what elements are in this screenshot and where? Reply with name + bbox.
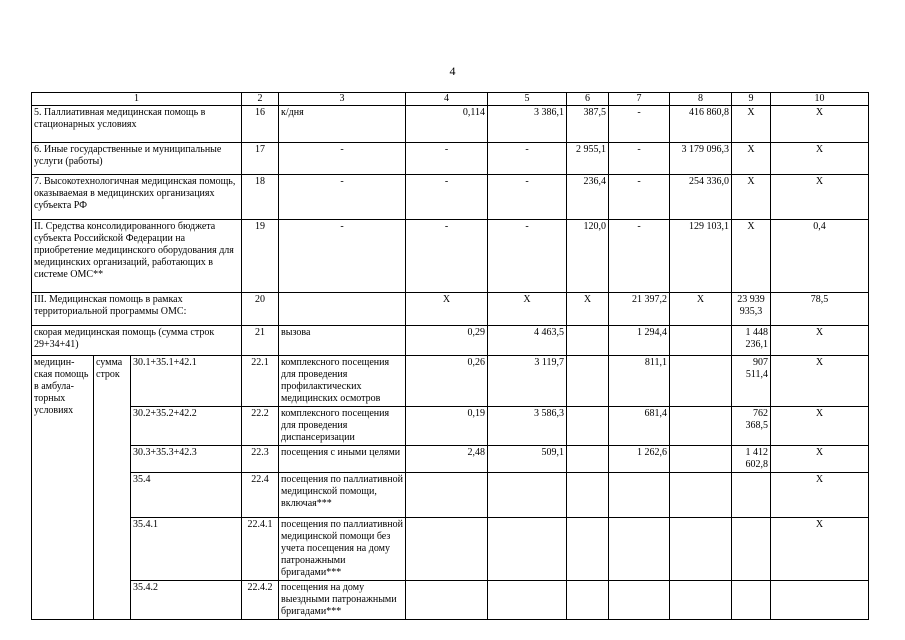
cell-col9: [732, 581, 771, 620]
cell-col10: Х: [771, 407, 869, 446]
cell-col6: Х: [567, 293, 609, 326]
column-header: 9: [732, 93, 771, 106]
cell-col7: 1 262,6: [609, 446, 670, 473]
cell-col9: Х: [732, 220, 771, 293]
column-header: 3: [279, 93, 406, 106]
cell-col8: [670, 473, 732, 518]
row-unit: посещения с иными целями: [279, 446, 406, 473]
table-row: [32, 220, 869, 293]
cell-col9: Х: [732, 143, 771, 175]
page-number: 4: [449, 64, 456, 78]
cell-col5: 3 119,7: [488, 356, 567, 407]
cell-col4: 0,26: [406, 356, 488, 407]
row-name: скорая медицинская помощь (сумма строк 29+34+41): [32, 326, 242, 356]
cell-col9: Х: [732, 175, 771, 220]
row-name: 7. Высокотехнологичная медицинская помощь, оказываемая в медицинских организациях субъекта РФ: [32, 175, 242, 220]
row-number: 22.4.1: [242, 518, 279, 581]
sum-rows-cell: [94, 407, 131, 446]
cell-col10: Х: [771, 356, 869, 407]
cell-col5: [488, 473, 567, 518]
cell-col9: Х: [732, 106, 771, 143]
cell-col10: 78,5: [771, 293, 869, 326]
cell-col5: -: [488, 220, 567, 293]
cell-col5: -: [488, 143, 567, 175]
column-header: 1: [32, 93, 242, 106]
cell-col4: -: [406, 220, 488, 293]
row-unit: -: [279, 175, 406, 220]
cell-col10: Х: [771, 326, 869, 356]
cell-col7: 21 397,2: [609, 293, 670, 326]
cell-col8: [670, 326, 732, 356]
row-number: 22.3: [242, 446, 279, 473]
cell-col10: Х: [771, 143, 869, 175]
table-row: [32, 175, 869, 220]
row-unit: [279, 293, 406, 326]
cell-col4: [406, 581, 488, 620]
cell-col4: -: [406, 143, 488, 175]
cell-col4: 0,114: [406, 106, 488, 143]
row-unit: к/дня: [279, 106, 406, 143]
cell-col4: 2,48: [406, 446, 488, 473]
cell-col6: 120,0: [567, 220, 609, 293]
cell-col4: Х: [406, 293, 488, 326]
cell-col10: Х: [771, 518, 869, 581]
cell-col9: 1 412 602,8: [732, 446, 771, 473]
cell-col5: 3 386,1: [488, 106, 567, 143]
row-number: 20: [242, 293, 279, 326]
cell-col8: 129 103,1: [670, 220, 732, 293]
cell-col6: [567, 407, 609, 446]
cell-col10: Х: [771, 473, 869, 518]
column-header: 8: [670, 93, 732, 106]
cell-col8: [670, 518, 732, 581]
cell-col6: [567, 518, 609, 581]
cell-col6: [567, 581, 609, 620]
cell-col8: 3 179 096,3: [670, 143, 732, 175]
table-row: [32, 106, 869, 143]
cell-col7: -: [609, 220, 670, 293]
row-formula: 35.4.2: [131, 581, 242, 620]
table-row: [32, 407, 869, 446]
cell-col7: [609, 518, 670, 581]
sum-rows-cell: [94, 581, 131, 620]
cell-col8: 416 860,8: [670, 106, 732, 143]
row-unit: -: [279, 220, 406, 293]
table-row: [32, 446, 869, 473]
row-name: 6. Иные государственные и муниципальные услуги (работы): [32, 143, 242, 175]
cell-col4: [406, 518, 488, 581]
row-name: III. Медицинская помощь в рамках территориальной программы ОМС:: [32, 293, 242, 326]
column-header: 5: [488, 93, 567, 106]
cell-col7: -: [609, 106, 670, 143]
table-row: [32, 581, 869, 620]
column-header: 6: [567, 93, 609, 106]
cell-col4: 0,19: [406, 407, 488, 446]
cell-col7: -: [609, 143, 670, 175]
row-unit: посещения на дому выездными патронажными бригадами***: [279, 581, 406, 620]
cell-col10: Х: [771, 106, 869, 143]
cell-col10: 0,4: [771, 220, 869, 293]
table-row: [32, 293, 869, 326]
cell-col9: [732, 518, 771, 581]
cell-col8: [670, 356, 732, 407]
column-number-row: [32, 93, 869, 106]
cell-col8: [670, 407, 732, 446]
table-row: [32, 473, 869, 518]
cell-col6: 387,5: [567, 106, 609, 143]
cell-col4: [406, 473, 488, 518]
cell-col6: [567, 446, 609, 473]
financial-table: [31, 92, 869, 620]
row-number: 22.1: [242, 356, 279, 407]
cell-col9: 1 448 236,1: [732, 326, 771, 356]
sum-rows-cell: [94, 446, 131, 473]
row-unit: комплексного посещения для проведения диспансеризации: [279, 407, 406, 446]
cell-col8: 254 336,0: [670, 175, 732, 220]
cell-col5: -: [488, 175, 567, 220]
row-unit: -: [279, 143, 406, 175]
row-unit: комплексного посещения для проведения профилактических медицинских осмотров: [279, 356, 406, 407]
cell-col5: 509,1: [488, 446, 567, 473]
cell-col5: 4 463,5: [488, 326, 567, 356]
row-unit: посещения по паллиативной медицинской помощи, включая***: [279, 473, 406, 518]
row-number: 18: [242, 175, 279, 220]
cell-col7: 811,1: [609, 356, 670, 407]
row-number: 22.4: [242, 473, 279, 518]
row-number: 22.2: [242, 407, 279, 446]
row-name: II. Средства консолидированного бюджета субъекта Российской Федерации на приобретение медицинского оборудования для медицинских организаций, работающих в системе ОМС**: [32, 220, 242, 293]
cell-col4: -: [406, 175, 488, 220]
cell-col8: [670, 446, 732, 473]
row-unit: вызова: [279, 326, 406, 356]
sum-rows-cell: [94, 473, 131, 518]
cell-col6: [567, 326, 609, 356]
cell-col9: 907 511,4: [732, 356, 771, 407]
ambulatory-label: медицин-ская помощь в амбула-торных условиях: [32, 356, 94, 620]
sum-rows-label: сумма строк: [94, 356, 131, 407]
table-row: [32, 326, 869, 356]
cell-col6: 2 955,1: [567, 143, 609, 175]
cell-col10: Х: [771, 446, 869, 473]
cell-col9: 23 939 935,3: [732, 293, 771, 326]
cell-col6: [567, 473, 609, 518]
cell-col4: 0,29: [406, 326, 488, 356]
row-formula: 30.3+35.3+42.3: [131, 446, 242, 473]
sum-rows-cell: [94, 518, 131, 581]
cell-col5: [488, 581, 567, 620]
column-header: 2: [242, 93, 279, 106]
row-number: 19: [242, 220, 279, 293]
row-formula: 30.2+35.2+42.2: [131, 407, 242, 446]
row-number: 22.4.2: [242, 581, 279, 620]
row-formula: 30.1+35.1+42.1: [131, 356, 242, 407]
cell-col5: Х: [488, 293, 567, 326]
table-row: [32, 356, 869, 407]
cell-col6: 236,4: [567, 175, 609, 220]
cell-col9: [732, 473, 771, 518]
cell-col9: 762 368,5: [732, 407, 771, 446]
cell-col7: 681,4: [609, 407, 670, 446]
table-row: [32, 143, 869, 175]
row-name: 5. Паллиативная медицинская помощь в стационарных условиях: [32, 106, 242, 143]
row-number: 17: [242, 143, 279, 175]
cell-col8: [670, 581, 732, 620]
cell-col5: 3 586,3: [488, 407, 567, 446]
row-formula: 35.4: [131, 473, 242, 518]
cell-col5: [488, 518, 567, 581]
cell-col10: Х: [771, 175, 869, 220]
column-header: 7: [609, 93, 670, 106]
column-header: 10: [771, 93, 869, 106]
cell-col7: [609, 581, 670, 620]
row-number: 21: [242, 326, 279, 356]
cell-col7: -: [609, 175, 670, 220]
row-formula: 35.4.1: [131, 518, 242, 581]
row-unit: посещения по паллиативной медицинской помощи без учета посещения на дому патронажными бригадами***: [279, 518, 406, 581]
cell-col7: [609, 473, 670, 518]
cell-col7: 1 294,4: [609, 326, 670, 356]
row-number: 16: [242, 106, 279, 143]
table-row: [32, 518, 869, 581]
column-header: 4: [406, 93, 488, 106]
cell-col6: [567, 356, 609, 407]
cell-col10: [771, 581, 869, 620]
cell-col8: Х: [670, 293, 732, 326]
